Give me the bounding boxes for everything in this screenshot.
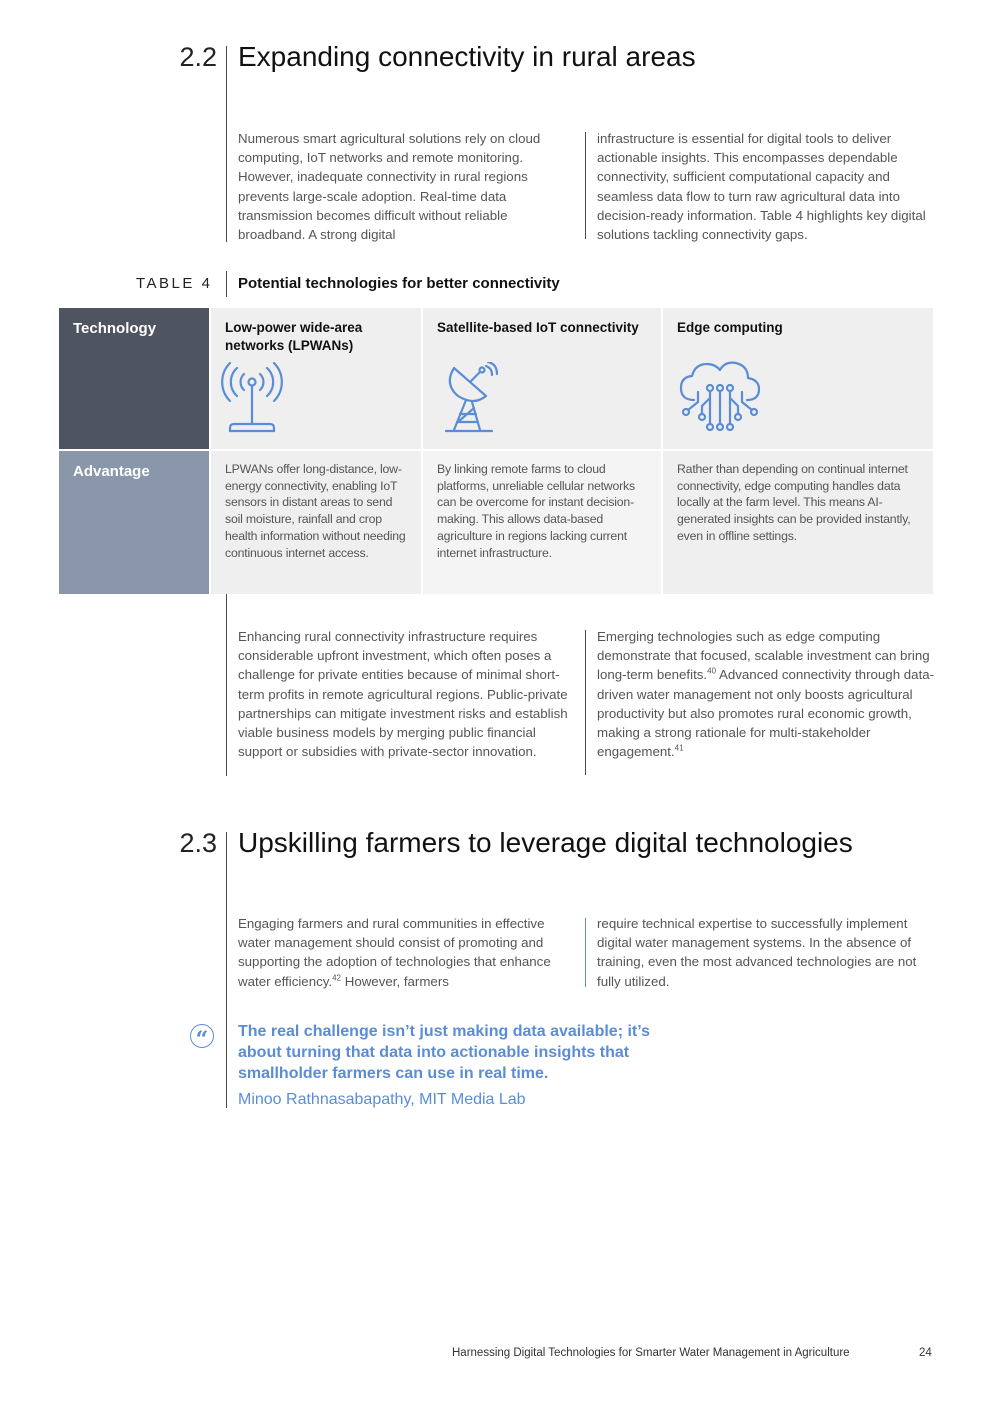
pull-quote: The real challenge isn’t just making data available; it’s about turning that data into actionable insights that smallholder farmers can use in real time. (238, 1023, 650, 1082)
section-rule (226, 594, 227, 776)
investment-paragraph-right (597, 627, 937, 761)
table-label-rule (226, 271, 227, 297)
antenna-tower-icon (221, 362, 285, 434)
footnote-ref[interactable]: 40 (707, 666, 717, 676)
upskilling-paragraph-right: require technical expertise to successfully implement digital water management systems. In the absence of training, even the most advanced technologies are not fully utilized. (597, 916, 917, 989)
tech-name-edge: Edge computing (677, 320, 783, 335)
tech-name-satellite: Satellite-based IoT connectivity (437, 320, 639, 335)
section-rule (226, 832, 227, 1108)
section-number: 2.3 (179, 828, 217, 858)
advantage-cell-edge: Rather than depending on continual internet connectivity, edge computing handles data locally at the farm level. This means AI-generated insights can be provided instantly, even in offline settings. (663, 451, 933, 594)
advantage-cell-lpwan: LPWANs offer long-distance, low-energy connectivity, enabling IoT sensors in distant areas to send soil moisture, rainfall and crop health information without needing continuous internet access. (211, 451, 421, 594)
quote-mark-icon (190, 1024, 214, 1053)
paragraph-text: However, farmers (341, 973, 449, 989)
upskilling-paragraph-left (238, 914, 578, 991)
cloud-circuit-icon (678, 358, 762, 434)
footnote-ref[interactable]: 41 (674, 743, 684, 753)
page-number: 24 (919, 1347, 932, 1359)
intro-paragraph-right: infrastructure is essential for digital tools to deliver actionable insights. This encompasses dependable connectivity, sufficient computational capacity and seamless data flow to turn raw agricultural data into decision-ready information. Table 4 highlights key digital solutions tackling connectivity gaps. (597, 131, 926, 243)
row-head-advantage: Advantage (59, 451, 209, 594)
advantage-cell-satellite: By linking remote farms to cloud platforms, unreliable cellular networks can be overcome for instant decision-making. This allows data-based agriculture in regions lacking current internet infrastructure. (423, 451, 661, 594)
section-rule (226, 46, 227, 242)
section-title: Expanding connectivity in rural areas (238, 41, 696, 72)
paragraph-text: Emerging technologies such as edge computing demonstrate that focused, scalable investment can bring long-term benefits. (597, 629, 930, 683)
footer-document-title: Harnessing Digital Technologies for Smarter Water Management in Agriculture (452, 1347, 850, 1359)
footnote-ref[interactable]: 42 (332, 973, 342, 983)
satellite-dish-icon (440, 362, 500, 434)
quote-mark-glyph: “ (195, 1027, 209, 1053)
table-title: Potential technologies for better connectivity (238, 275, 560, 292)
column-divider (585, 918, 586, 987)
investment-paragraph-left: Enhancing rural connectivity infrastructure requires considerable upfront investment, which often poses a challenge for private entities because of minimal short-term profits in remote agricultural regions. Public-private partnerships can mitigate investment risks and establish viable business models by merging public financial support or subsidies with private-sector innovation. (238, 629, 568, 760)
row-head-technology: Technology (59, 308, 209, 449)
tech-name-lpwan: Low-power wide-area networks (LPWANs) (225, 320, 363, 353)
section-number: 2.2 (179, 42, 217, 72)
intro-paragraph-left: Numerous smart agricultural solutions rely on cloud computing, IoT networks and remote monitoring. However, inadequate connectivity in rural regions prevents large-scale adoption. Real-time data transmission becomes difficult without reliable broadband. A strong digital (238, 131, 541, 243)
column-divider (585, 132, 586, 239)
column-divider (585, 630, 586, 775)
table-label: TABLE 4 (136, 275, 213, 292)
paragraph-text: Advanced connectivity through data-driven water management not only boosts agricultural productivity but also promotes rural economic growth, making a strong rationale for multi-stakeholder engagement. (597, 667, 935, 760)
paragraph-text: Engaging farmers and rural communities in effective water management should consist of promoting and supporting the adoption of technologies that enhance water efficiency. (238, 916, 551, 989)
quote-author: Minoo Rathnasabapathy, MIT Media Lab (238, 1091, 526, 1108)
section-title: Upskilling farmers to leverage digital technologies (238, 827, 853, 858)
